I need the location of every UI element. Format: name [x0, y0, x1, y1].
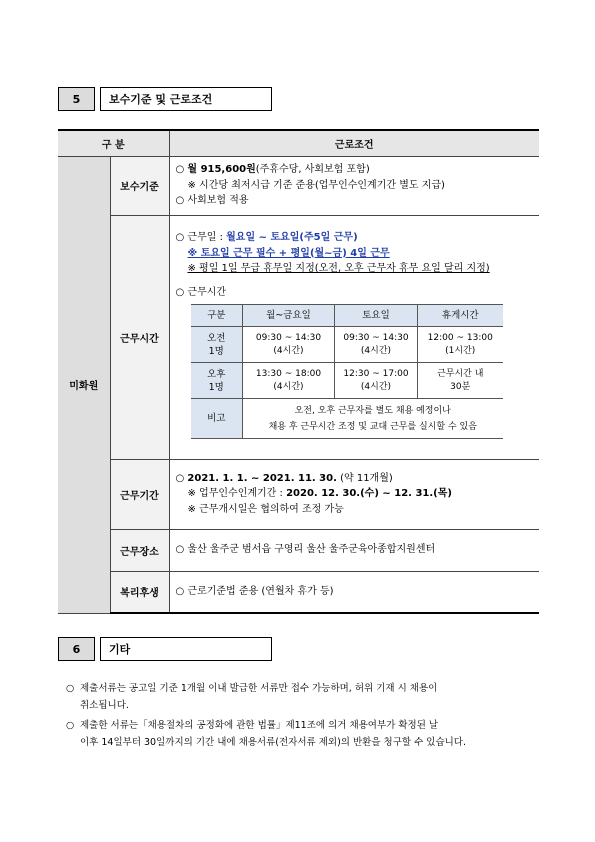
grid-note: 오전, 오후 근무자를 별도 채용 예정이나 채용 후 근무시간 조정 및 교대 근무를 실시할 수 있음 — [243, 399, 503, 439]
list-item: ○ 제출서류는 공고일 기준 1개월 이내 발급한 서류만 접수 가능하며, 허위 기재 시 채용이 취소됩니다. — [66, 683, 438, 711]
grid-row-label: 오후 1명 — [191, 363, 243, 399]
list-item: ○ 제출한 서류는「채용절차의 공정화에 관한 법률」제11조에 의거 채용여부가 확정된 날 이후 14일부터 30일까지의 기간 내에 채용서류(전자서류 제외)의 반환을 청구할 수 있습니다. — [66, 720, 467, 748]
header-conditions: 근로조건 — [169, 130, 539, 156]
section-title: 기타 — [100, 637, 272, 661]
grid-header: 월~금요일 — [243, 305, 335, 327]
place-content: ○ 울산 울주군 범서읍 구영리 울산 울주군육아종합지원센터 — [169, 529, 539, 571]
row-label-period: 근무기간 — [110, 459, 169, 529]
row-label-welfare: 복리후생 — [110, 571, 169, 613]
working-conditions-table — [58, 129, 539, 614]
section-number: 6 — [58, 637, 95, 661]
section-title: 보수기준 및 근로조건 — [100, 87, 272, 111]
welfare-content: ○ 근로기준법 준용 (연월차 휴가 등) — [169, 571, 539, 613]
grid-cell: 12:00 ~ 13:00 (1시간) — [418, 327, 503, 363]
saturday-required-note: ※ 토요일 근무 필수 + 평일(월~금) 4일 근무 — [187, 247, 390, 259]
pay-content: ○ 월 915,600원(주휴수당, 사회보험 포함) ※ 시간당 최저시급 기준 준용(업무인수인계기간 별도 지급) ○ 사회보험 적용 — [169, 156, 539, 215]
grid-row-label: 오전 1명 — [191, 327, 243, 363]
header-category: 구 분 — [58, 130, 169, 156]
work-period: 2021. 1. 1. ~ 2021. 11. 30. — [187, 472, 337, 484]
grid-cell: 근무시간 내 30분 — [418, 363, 503, 399]
period-content: ○ 2021. 1. 1. ~ 2021. 11. 30. (약 11개월) ※ 업무인수인계기간 : 2020. 12. 30.(수) ~ 12. 31.(목) ※ 근무개시일은 협의하여 조정 가능 — [169, 459, 539, 529]
grid-header: 구분 — [191, 305, 243, 327]
category-cleaner: 미화원 — [58, 156, 110, 613]
section-5-heading — [58, 87, 272, 111]
section-number: 5 — [58, 87, 95, 111]
section-6-heading — [58, 637, 272, 661]
grid-header: 토요일 — [335, 305, 418, 327]
unpaid-dayoff-note: ※ 평일 1일 무급 휴무일 지정(오전, 오후 근무자 휴무 요일 달리 지정) — [187, 263, 490, 274]
grid-header: 휴게시간 — [418, 305, 503, 327]
work-days: 월요일 ~ 토요일(주5일 근무) — [226, 232, 358, 243]
grid-cell: 13:30 ~ 18:00 (4시간) — [243, 363, 335, 399]
grid-cell: 09:30 ~ 14:30 (4시간) — [335, 327, 418, 363]
grid-cell: 12:30 ~ 17:00 (4시간) — [335, 363, 418, 399]
work-hours-grid — [191, 304, 503, 439]
other-notes — [66, 680, 544, 751]
handover-period: 2020. 12. 30.(수) ~ 12. 31.(목) — [286, 488, 452, 500]
row-label-place: 근무장소 — [110, 529, 169, 571]
grid-cell: 09:30 ~ 14:30 (4시간) — [243, 327, 335, 363]
row-label-pay: 보수기준 — [110, 156, 169, 215]
row-label-hours: 근무시간 — [110, 215, 169, 459]
monthly-pay: 월 915,600원 — [187, 164, 256, 176]
grid-note-label: 비고 — [191, 399, 243, 439]
hours-content: ○ 근무일 : 월요일 ~ 토요일(주5일 근무) ※ 토요일 근무 필수 + 평일(월~금) 4일 근무 ※ 평일 1일 무급 휴무일 지정(오전, 오후 근무자 휴무 요일 달리 지정) ○ 근무시간 구분 월~금요일 토요일 휴게시간 오전 1명 09:30 ~ 14:30 (4시간) 09:30 ~ 14:30 (4시간) 12:00 ~ 13:00 (1시간) 오후 1명 13:30 ~ 18:00 (4시간) 12:30 ~ 17:00 (4시간) 근무시간 내 30분 비고 오전, 오후 근무자를 별도 채용 예정이나 채용 후 근무시간 조정 및 교대 근무를 실시할 수 있음 — [169, 215, 539, 459]
